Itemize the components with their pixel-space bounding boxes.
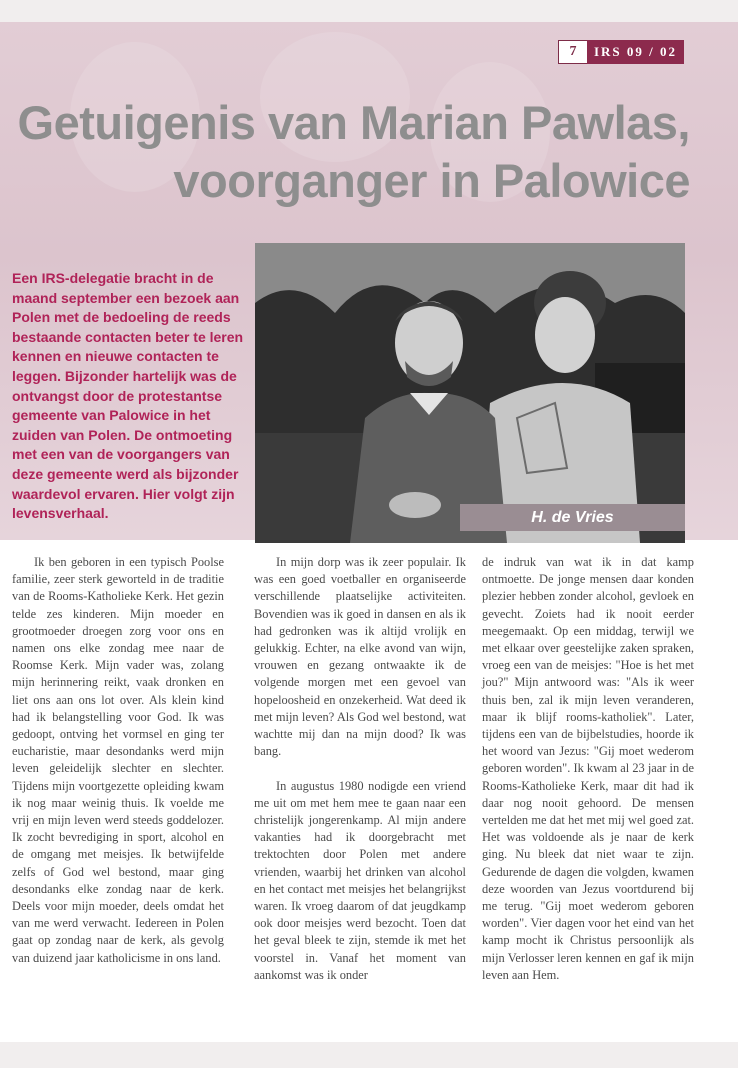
body-paragraph: In augustus 1980 nodigde een vriend me uit om met hem mee te gaan naar een christelijk jongerenkamp. Al mijn andere vakanties had ik doorgebracht met trektochten door Polen met andere vrienden, waarbij het drinken van alcohol en het contact met meisjes het belangrijkst waren. Ik vroeg daarom of dat jeugdkamp ook door meisjes werd bezocht. Toen dat het geval bleek te zijn, stemde ik met het voorstel in. Vanaf het moment van aankomst was ik onder — [254, 778, 466, 982]
photo-illustration — [255, 243, 685, 543]
issue-label: IRS 09 / 02 — [587, 40, 684, 64]
body-paragraph: Ik ben geboren in een typisch Poolse familie, zeer sterk geworteld in de traditie van de Rooms-Katholieke Kerk. Het gezin telde zes kinderen. Mijn moeder en grootmoeder droegen zorg voor ons en namen ons elke zondag mee naar de Roomse Kerk. Mijn vader was, zolang mijn herinnering reikt, vaak dronken en liet ons aan ons lot over. Als klein kind had ik belangstelling voor God. Ik was gedoopt, ontving het vormsel en ging ter eucharistie, maar desondanks werd mijn leven geleidelijk slechter en slechter. Tijdens mijn voortgezette opleiding kwam ik nog maar weinig thuis. Ik voelde me vrij en mijn leven werd steeds goddelozer. Ik zocht bevrediging in sport, alcohol en de omgang met meisjes. Ik betwijfelde zelfs of God wel bestond, maar ging desondanks elke zondag naar de kerk. Deels voor mijn moeder, deels omdat het van me werd verwacht. Iedereen in Polen gaat op zondag naar de kerk, als gevolg van duizend jaar katholicisme in ons land. — [12, 555, 224, 965]
body-column-3 — [482, 554, 694, 984]
body-paragraph: In mijn dorp was ik zeer populair. Ik was een goed voetballer en organiseerde verschillende plaatselijke activiteiten. Bovendien was ik goed in dansen en als ik had gedronken was ik altijd vrolijk en gelukkig. Echter, na elke avond van wijn, vrouwen en gezang ontwaakte ik de volgende morgen met een gevoel van hopeloosheid en onzekerheid. Wat deed ik met mijn leven? Als God wel bestond, wat wachtte mij dan na mijn dood? Ik was bang. — [254, 555, 466, 759]
article-title — [0, 94, 690, 210]
page-number: 7 — [558, 40, 588, 64]
magazine-page — [0, 22, 738, 1042]
title-line-1: Getuigenis van Marian Pawlas, — [17, 96, 690, 149]
body-paragraph: de indruk van wat ik in dat kamp ontmoette. De jonge mensen daar konden plezier hebben zonder alcohol, gevloek en gevecht. Zoiets had ik nooit eerder meegemaakt. Op een middag, terwijl we met elkaar over geestelijke zaken spraken, vroeg een van de meisjes: "Hoe is het met jou?" Mijn antwoord was: "Als ik weer thuis ben, zal ik mijn leven veranderen, maar ik blijf rooms-katholiek". Later, tijdens een van de bijbelstudies, hoorde ik het woord van Jezus: "Gij moet wederom geboren worden". Ik kwam al 23 jaar in de Rooms-Katholieke Kerk, maar dit had ik daar nog nooit gehoord. De mensen vertelden me dat het met mij wel goed zat. Het was voldoende als je naar de kerk ging. Nu bleek dat niet waar te zijn. Gedurende de dagen die volgden, kwamen deze woorden van Jezus voortdurend bij me terug. "Gij moet wederom geboren worden". Vier dagen voor het eind van het kamp mocht ik Christus persoonlijk als mijn Verlosser leren kennen en gaf ik mijn leven aan Hem. — [482, 555, 694, 982]
title-line-2: voorganger in Palowice — [173, 154, 690, 207]
body-column-2 — [254, 554, 466, 984]
photo-credit: H. de Vries — [460, 504, 685, 531]
body-column-1 — [12, 554, 224, 967]
intro-paragraph: Een IRS-delegatie bracht in de maand september een bezoek aan Polen met de bedoeling de reeds bestaande contacten beter te leren kennen en nieuwe contacten te leggen. Bijzonder hartelijk was de ontvangst door de protestantse gemeente van Palowice in het zuiden van Polen. De ontmoeting met een van de voorgangers van deze gemeente werd als bijzonder waardevol ervaren. Hier volgt zijn levensverhaal. — [12, 270, 244, 522]
portrait-photo — [255, 243, 685, 543]
